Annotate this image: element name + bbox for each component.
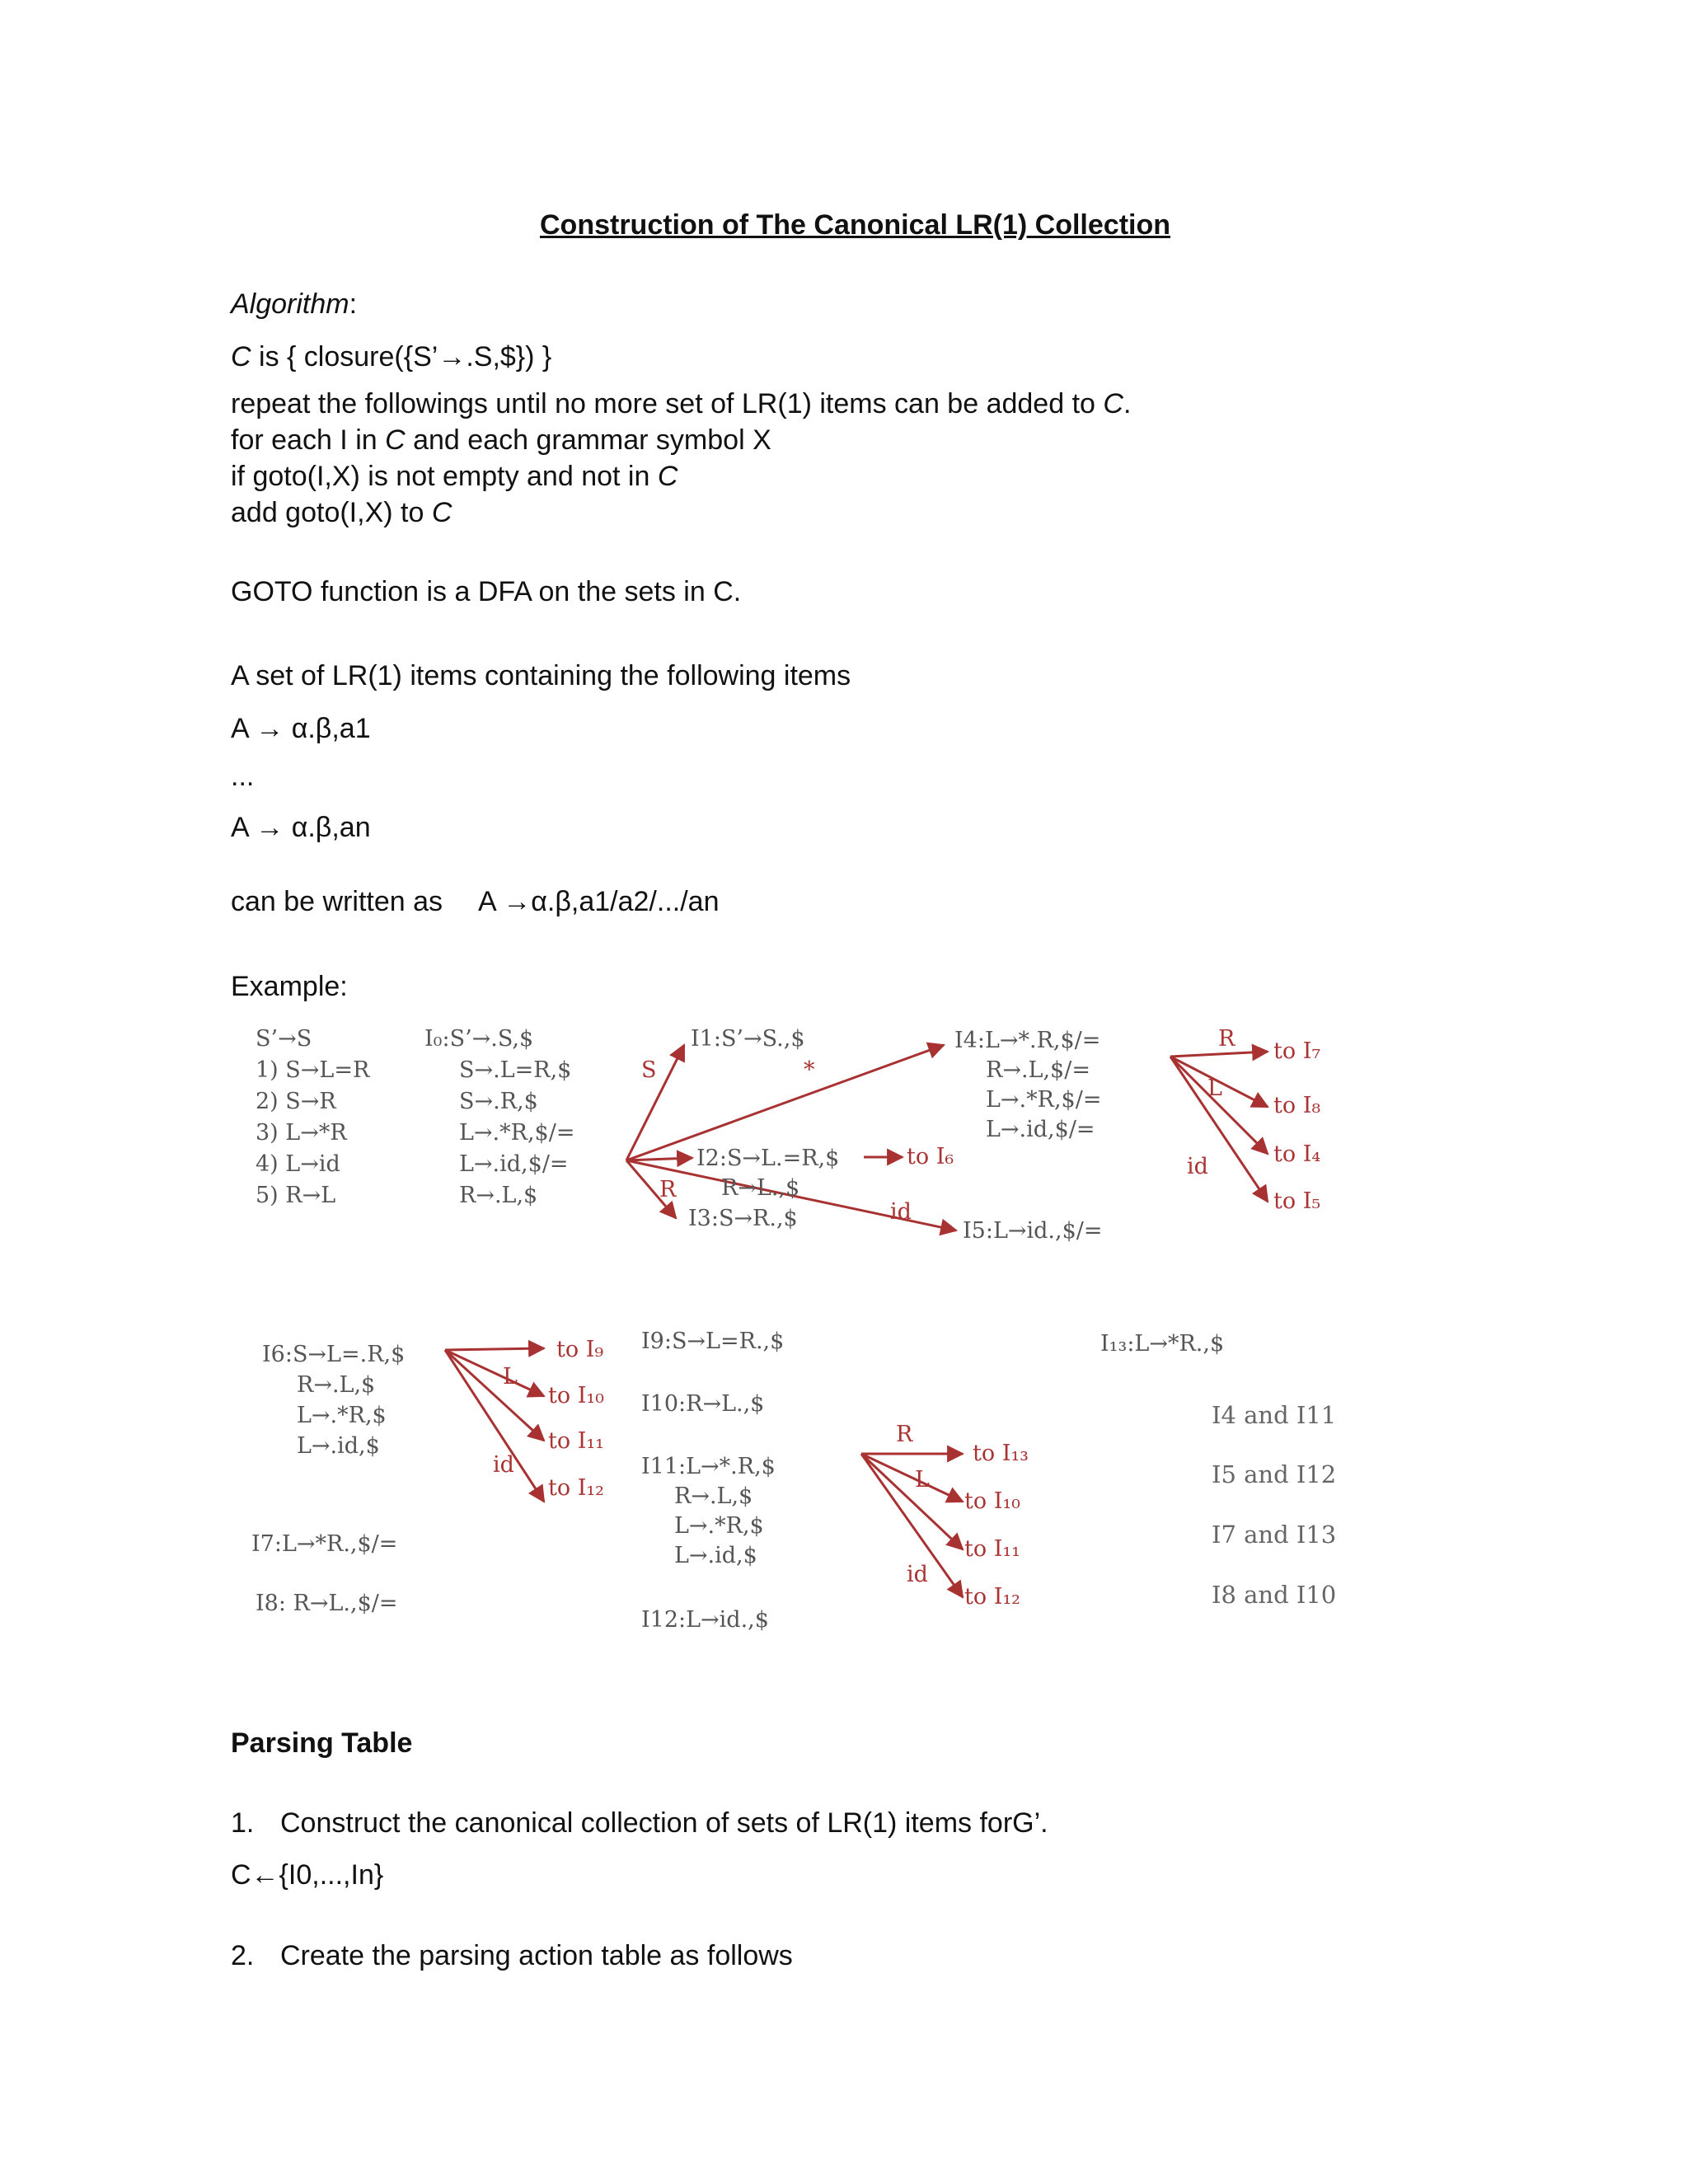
merge-pair: I5 and I12 [1212, 1460, 1337, 1488]
i6-target: to I₁₀ [548, 1383, 605, 1408]
i2-to-i6: to I₆ [907, 1144, 954, 1169]
state-i9: I9:S→L=R.,$ [641, 1329, 785, 1354]
state-i4-item: I4:L→*.R,$/= [954, 1028, 1101, 1053]
i4-target: to I₄ [1273, 1141, 1321, 1167]
edge-label-r: R [1218, 1026, 1236, 1052]
state-i4-item: R→.L,$/= [986, 1057, 1090, 1083]
state-i1: I1:S’→S.,$ [691, 1026, 805, 1052]
written-value: A →α.β,a1/a2/.../an [478, 886, 720, 917]
grammar-rule: 4) L→id [256, 1151, 340, 1177]
step-2-number: 2. [231, 1940, 255, 1971]
state-i0 [424, 1024, 574, 1212]
state-i8: I8: R→L.,$/= [256, 1591, 398, 1616]
add-text: add goto(I,X) to [231, 497, 432, 528]
i4-target: to I₈ [1273, 1093, 1321, 1118]
for-text: for each I in [231, 424, 386, 456]
c-variable: C [1103, 388, 1123, 419]
repeat-text: repeat the followings until no more set of LR(1) items can be added to [231, 388, 1104, 419]
edge-label-id: id [890, 1199, 912, 1225]
state-i2-item: I2:S→L.=R,$ [696, 1146, 840, 1171]
c-variable: C [231, 341, 251, 373]
state-i2-item: R→L.,$ [721, 1175, 800, 1201]
grammar-rule: 3) L→*R [256, 1120, 347, 1146]
state-i0-item: L→.*R,$/= [459, 1120, 575, 1146]
c-variable: C [657, 461, 678, 492]
i6-target: to I₁₂ [548, 1475, 605, 1501]
grammar-rule: 2) S→R [256, 1089, 336, 1114]
parsing-table-heading: Parsing Table [231, 1727, 413, 1759]
edge-i11-i10 [861, 1454, 963, 1502]
i11-target: to I₁₃ [973, 1441, 1029, 1466]
state-i6-item: L→.id,$ [297, 1433, 380, 1459]
merge-pair: I7 and I13 [1212, 1521, 1337, 1549]
written-label: can be written as [231, 886, 443, 917]
state-i10: I10:R→L.,$ [641, 1391, 765, 1417]
state-i6 [262, 1339, 405, 1461]
state-i11-item: R→.L,$ [674, 1483, 753, 1509]
state-i11-item: I11:L→*.R,$ [641, 1454, 776, 1479]
c-variable: C [385, 424, 406, 456]
edge-label-l: L [915, 1467, 930, 1493]
merge-pair: I4 and I11 [1212, 1401, 1337, 1429]
state-i11 [641, 1452, 776, 1571]
grammar-rule: 5) R→L [256, 1183, 336, 1208]
page-title: Construction of The Canonical LR(1) Collection [540, 209, 1170, 241]
state-i6-item: I6:S→L=.R,$ [262, 1342, 406, 1367]
grammar-block [256, 1024, 369, 1212]
state-i0-item: L→.id,$/= [459, 1151, 569, 1177]
edge-label-r: R [659, 1177, 677, 1202]
algorithm-heading-label: Algorithm [231, 288, 349, 320]
algorithm-init-text: is { closure({S’→.S,$}) } [251, 341, 552, 373]
for-rest: and each grammar symbol X [405, 424, 771, 456]
state-i7: I7:L→*R.,$/= [251, 1531, 398, 1557]
c-variable: C [431, 497, 452, 528]
state-i3: I3:S→R.,$ [688, 1206, 798, 1231]
state-i12: I12:L→id.,$ [641, 1607, 769, 1633]
state-i4-item: L→.*R,$/= [986, 1087, 1102, 1113]
edge-i0-i4 [626, 1045, 944, 1160]
i4-target: to I₇ [1273, 1038, 1321, 1064]
state-i4 [954, 1026, 1101, 1145]
state-i0-item: I₀:S’→.S,$ [424, 1026, 534, 1052]
state-i11-item: L→.*R,$ [674, 1513, 764, 1539]
period: . [1123, 388, 1132, 419]
edge-i11-i11 [861, 1454, 963, 1549]
step-2-text: Create the parsing action table as follows [280, 1940, 793, 1971]
item-1: A → α.β,a1 [231, 713, 371, 744]
i11-target: to I₁₁ [964, 1536, 1021, 1562]
i4-target: to I₅ [1273, 1188, 1321, 1214]
c-set: C←{I0,...,In} [231, 1859, 384, 1891]
edge-label-l: L [1207, 1076, 1222, 1101]
example-label: Example: [231, 971, 348, 1002]
edge-label-star: * [804, 1057, 815, 1083]
i6-target: to I₁₁ [548, 1428, 605, 1454]
i6-target: to I₉ [556, 1337, 604, 1362]
edge-label-s: S [641, 1057, 657, 1083]
edge-label-id: id [1187, 1154, 1208, 1179]
state-i4-item: L→.id,$/= [986, 1117, 1095, 1142]
state-i13: I₁₃:L→*R.,$ [1100, 1331, 1225, 1357]
state-i0-item: S→.R,$ [459, 1089, 538, 1114]
edge-i4-i4 [1170, 1057, 1268, 1154]
state-i5: I5:L→id.,$/= [963, 1218, 1103, 1244]
ellipsis: ... [231, 761, 255, 792]
edge-i0-i2 [626, 1158, 692, 1160]
state-i6-item: L→.*R,$ [297, 1403, 387, 1428]
step-1-number: 1. [231, 1807, 255, 1839]
edge-label-l: L [503, 1364, 518, 1390]
i11-target: to I₁₂ [964, 1584, 1021, 1610]
i11-target: to I₁₀ [964, 1488, 1021, 1514]
goto-text: GOTO function is a DFA on the sets in C. [231, 576, 742, 607]
edge-i6-i9 [445, 1348, 544, 1350]
edge-label-id: id [493, 1452, 514, 1478]
grammar-rule: 1) S→L=R [256, 1057, 370, 1083]
state-i0-item: S→.L=R,$ [459, 1057, 572, 1083]
state-i0-item: R→.L,$ [459, 1183, 538, 1208]
if-text: if goto(I,X) is not empty and not in [231, 461, 658, 492]
merge-pair: I8 and I10 [1212, 1581, 1337, 1609]
item-n: A → α.β,an [231, 812, 371, 843]
algorithm-heading-colon: : [349, 288, 358, 320]
edge-label-id: id [907, 1562, 928, 1587]
grammar-rule: S’→S [256, 1026, 312, 1052]
edge-label-r: R [896, 1422, 913, 1447]
set-text: A set of LR(1) items containing the following items [231, 660, 851, 691]
state-i2 [696, 1144, 839, 1203]
step-1-text: Construct the canonical collection of sets of LR(1) items forG’. [280, 1807, 1048, 1839]
state-i11-item: L→.id,$ [674, 1543, 757, 1568]
state-i6-item: R→.L,$ [297, 1372, 376, 1398]
edge-i4-i7 [1170, 1052, 1268, 1057]
